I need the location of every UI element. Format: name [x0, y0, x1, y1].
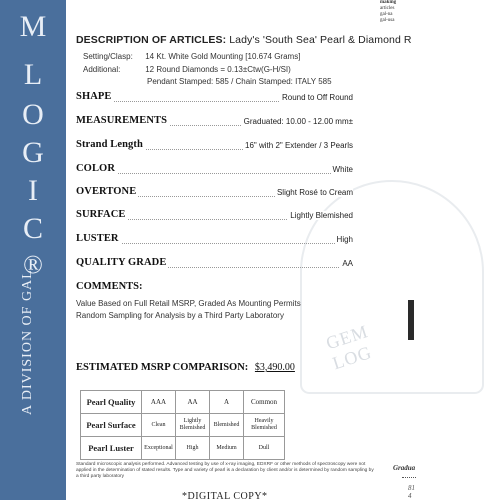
spec-row [76, 139, 353, 153]
spec-label: OVERTONE [76, 186, 137, 197]
leader-dots [76, 173, 353, 174]
edge-text-top [380, 0, 420, 24]
comments-line: Random Sampling for Analysis by a Third Party Laboratory [76, 311, 284, 320]
edge-line: gal-na [380, 12, 393, 17]
spec-row [76, 163, 353, 177]
additional-row [83, 65, 291, 74]
brand-letter: G [22, 136, 44, 169]
grade-cell: Clean [142, 414, 176, 437]
table-row [81, 391, 285, 414]
edge-label-bottom: Gradua [393, 464, 416, 472]
brand-letter: O [22, 98, 44, 131]
grade-cell: Blemished [210, 414, 244, 437]
msrp-value: $3,490.00 [254, 362, 295, 373]
brand-letter: C [22, 212, 43, 245]
brand-letter: L [23, 58, 43, 91]
grade-cell: Common [244, 391, 285, 414]
spec-label: SURFACE [76, 209, 126, 220]
grade-cell: High [176, 437, 210, 460]
grade-cell: Heavily Blemished [244, 414, 285, 437]
spec-value: White [332, 165, 353, 174]
spec-row [76, 257, 353, 271]
table-row [81, 437, 285, 460]
edge-line: articles [380, 6, 395, 11]
spec-value: Slight Rosé to Cream [276, 188, 353, 197]
spec-label: COLOR [76, 163, 116, 174]
spec-label: LUSTER [76, 233, 119, 244]
grade-cell: Dull [244, 437, 285, 460]
row-header: Pearl Quality [81, 391, 142, 414]
spec-value: AA [342, 259, 353, 268]
edge-line: making [380, 0, 397, 5]
spec-value: 16" with 2" Extender / 3 Pearls [245, 141, 353, 150]
spec-row [76, 186, 353, 200]
brand-letter: M [19, 10, 47, 43]
spec-label: MEASUREMENTS [76, 115, 168, 126]
grade-cell: AAA [142, 391, 176, 414]
grade-cell: Lightly Blemished [176, 414, 210, 437]
edge-mark [408, 300, 414, 340]
grade-cell: Exceptional [142, 437, 176, 460]
grade-cell: Medium [210, 437, 244, 460]
additional-value: 12 Round Diamonds = 0.13±Ctw(G-H/SI) [145, 65, 291, 74]
grade-cell: AA [176, 391, 210, 414]
watermark-text: GEM LOG [323, 321, 375, 374]
edge-line: gal-usa [380, 18, 395, 23]
digital-copy-stamp: *DIGITAL COPY* [182, 491, 268, 502]
title-label: DESCRIPTION OF ARTICLES: [76, 34, 227, 46]
spec-row [76, 91, 353, 105]
spec-row [76, 233, 353, 247]
spec-value: Round to Off Round [281, 93, 353, 102]
edge-fragment-bottom: 81 4 [408, 484, 415, 500]
grade-cell: A [210, 391, 244, 414]
row-header: Pearl Luster [81, 437, 142, 460]
description-title [76, 34, 412, 46]
spec-label: Strand Length [76, 139, 143, 150]
division-label: A DIVISION OF GAL [20, 269, 35, 415]
spec-row [76, 209, 353, 223]
brand-sidebar [0, 0, 66, 500]
spec-value: High [336, 235, 353, 244]
title-value: Lady's 'South Sea' Pearl & Diamond R [229, 34, 412, 46]
spec-value: Lightly Blemished [290, 211, 353, 220]
analysis-footnote: Standard microscopic analysis performed. Advanced testing by use of x-ray imaging, EDXRF or other methods of spectroscopy were not applied in the determination of stated results. Type and variety of pearl is a declaration by client and/or is determined by random sampling by a third party laboratory [76, 462, 374, 479]
setting-value: 14 Kt. White Gold Mounting [10.674 Grams] [145, 52, 301, 61]
edge-divider [402, 477, 416, 481]
additional-label: Additional: [83, 65, 121, 74]
brand-letter: I [28, 174, 38, 207]
spec-value: Graduated: 10.00 - 12.00 mm± [243, 117, 353, 126]
pearl-grade-table [80, 390, 285, 460]
spec-label: SHAPE [76, 91, 112, 102]
msrp-label: ESTIMATED MSRP COMPARISON: [76, 362, 249, 373]
setting-label: Setting/Clasp: [83, 52, 133, 61]
spec-label: QUALITY GRADE [76, 257, 167, 268]
registered-mark: ® [23, 250, 43, 279]
msrp-comparison [76, 362, 295, 373]
setting-row [83, 52, 300, 61]
comments-label: COMMENTS: [76, 281, 143, 292]
stamp-row [147, 77, 332, 86]
spec-row [76, 115, 353, 129]
comments-line: Value Based on Full Retail MSRP, Graded As Mounting Permits [76, 299, 301, 308]
table-row [81, 414, 285, 437]
stamp-value: Pendant Stamped: 585 / Chain Stamped: ITALY 585 [147, 77, 332, 86]
row-header: Pearl Surface [81, 414, 142, 437]
